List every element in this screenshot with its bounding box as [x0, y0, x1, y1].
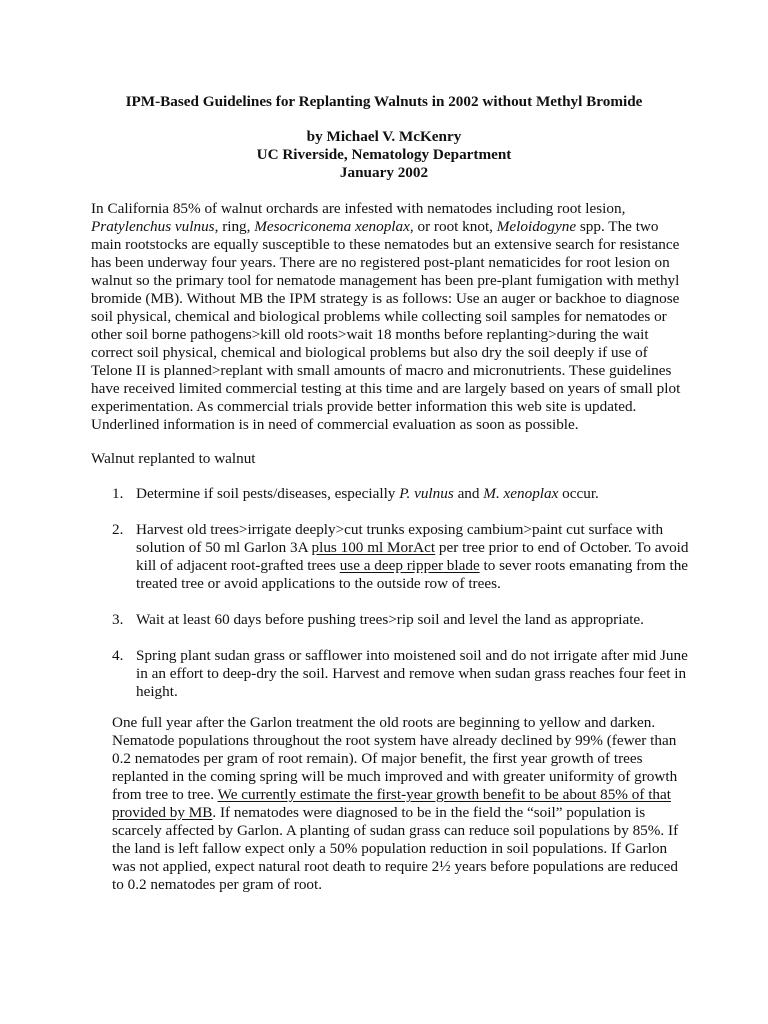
step-item-1	[112, 485, 692, 503]
intro-text-5: , or root knot,	[409, 218, 497, 235]
closing-text-2: . If nematodes were diagnosed to be in the field the “soil” population is scarcely affected by Garlon. A planting of sudan grass can reduce soil populations by 85%. If the land is left fallow expect only a 50% population reduction in soil populations. If Garlon was not applied, expect natural root death to require 2½ years before populations are reduced to 0.2 nematodes per gram of root.	[112, 804, 679, 893]
author-line: by Michael V. McKenry	[306, 128, 462, 145]
intro-text-1: In California 85% of walnut orchards are infested with nematodes including root lesion,	[91, 200, 626, 217]
intro-text-3: , ring,	[214, 218, 255, 235]
species-pratylenchus-vulnus: Pratylenchus vulnus	[91, 218, 215, 235]
step-number: 4.	[112, 647, 124, 664]
step-text: Wait at least 60 days before pushing trees>rip soil and level the land as appropriate.	[136, 611, 644, 628]
underlined-note: We currently estimate the first-year growth benefit to be about 85% of that provided by MB	[112, 786, 671, 821]
species-meloidogyne: Meloidogyne	[496, 218, 577, 235]
step-text: Determine if soil pests/diseases, especially	[136, 485, 400, 502]
steps-list	[112, 485, 692, 719]
affiliation-line: UC Riverside, Nematology Department	[256, 146, 512, 163]
closing-text-1: One full year after the Garlon treatment the old roots are beginning to yellow and darken. Nematode populations throughout the root system have already declined by 99% (fewer than 0.2 nematodes per gram of root remain). Of major benefit, the first year growth of trees replanted in the coming spring will be much improved and with greater uniformity of growth from tree to tree.	[112, 714, 678, 803]
step-text: occur.	[558, 485, 599, 502]
closing-paragraph	[112, 714, 692, 894]
date-line: January 2002	[339, 164, 429, 181]
intro-text-7: spp. The two main rootstocks are equally susceptible to these nematodes but an extensive search for resistance has been underway four years. There are no registered post-plant nematicides for root lesion on walnut so the primary tool for nematode management has been pre-plant fumigation with methyl bromide (MB). Without MB the IPM strategy is as follows: Use an auger or backhoe to diagnose soil physical, chemical and biological problems while collecting soil samples for nematodes or other soil borne pathogens>kill old roots>wait 18 months before replanting>during the wait correct soil physical, chemical and biological problems but also dry the soil deeply if use of Telone II is planned>replant with small amounts of macro and micronutrients. These guidelines have received limited commercial testing at this time and are largely based on years of small plot experimentation. As commercial trials provide better information this web site is updated. Underlined information is in need of commercial evaluation as soon as possible.	[91, 218, 681, 433]
step-number: 2.	[112, 521, 124, 538]
species-mesocriconema-xenoplax: Mesocriconema xenoplax	[254, 218, 410, 235]
species-p-vulnus: P. vulnus	[399, 485, 454, 502]
step-text: per tree prior to end of October. To avoid kill of adjacent root-grafted trees	[136, 539, 689, 574]
section-subheading: Walnut replanted to walnut	[91, 450, 256, 467]
species-m-xenoplax: M. xenoplax	[483, 485, 559, 502]
step-text: and	[453, 485, 484, 502]
step-text: to sever roots emanating from the treated tree or avoid applications to the outside row of trees.	[136, 557, 689, 592]
step-item-4	[112, 647, 692, 701]
step-text: Spring plant sudan grass or safflower into moistened soil and do not irrigate after mid June in an effort to deep-dry the soil. Harvest and remove when sudan grass reaches four feet in height.	[136, 647, 688, 700]
step-item-2	[112, 521, 692, 593]
step-item-3	[112, 611, 692, 629]
underlined-note: plus 100 ml MorAct	[311, 539, 436, 556]
underlined-note: use a deep ripper blade	[339, 557, 480, 574]
byline-block	[0, 128, 768, 182]
intro-paragraph	[91, 200, 691, 434]
step-number: 1.	[112, 485, 124, 502]
step-text: Harvest old trees>irrigate deeply>cut trunks exposing cambium>paint cut surface with solution of 50 ml Garlon 3A	[136, 521, 664, 556]
step-number: 3.	[112, 611, 124, 628]
document-title: IPM-Based Guidelines for Replanting Walnuts in 2002 without Methyl Bromide	[125, 93, 643, 110]
